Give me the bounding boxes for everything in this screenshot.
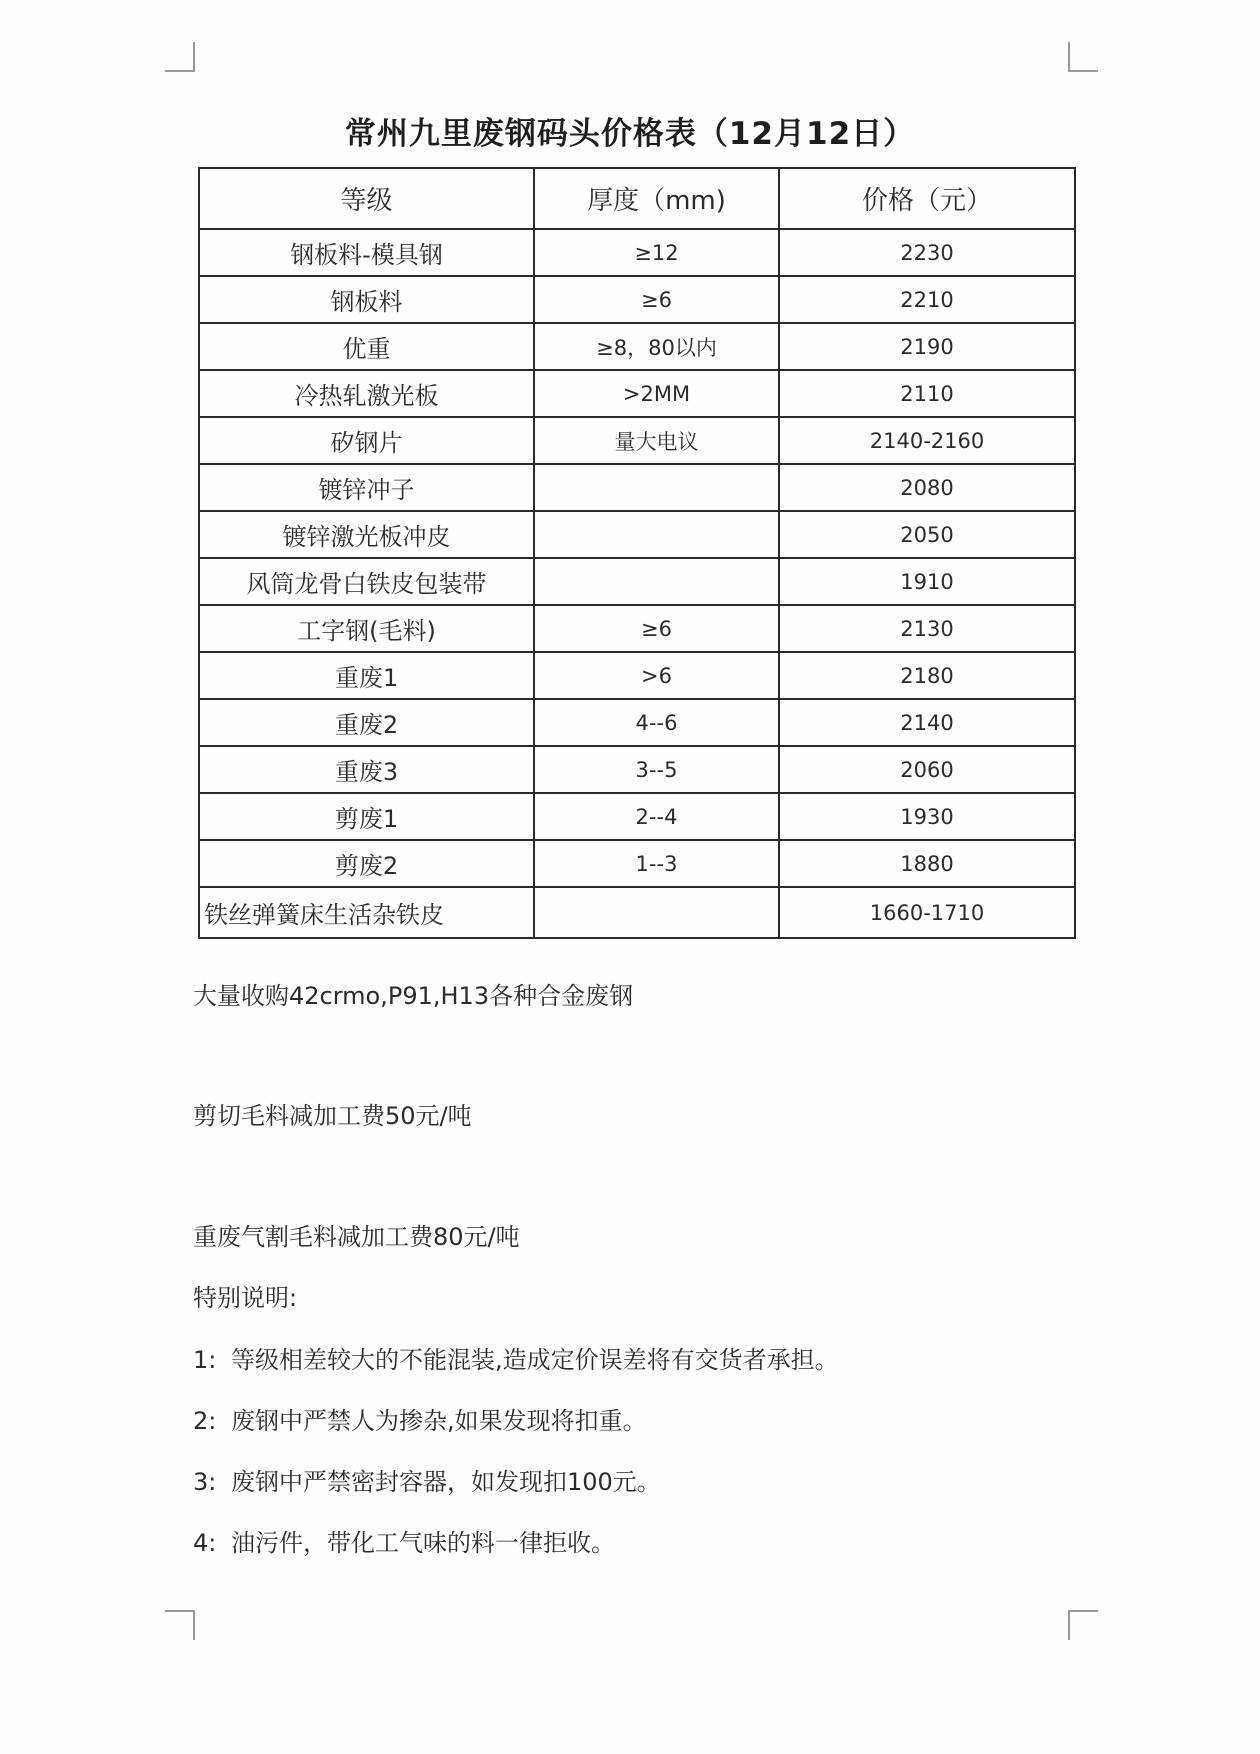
cell-thickness: >2MM (534, 370, 779, 417)
cell-grade: 风筒龙骨白铁皮包装带 (199, 558, 534, 605)
cell-thickness: 2--4 (534, 793, 779, 840)
cell-price: 2210 (779, 276, 1075, 323)
rule-number: 3: (193, 1468, 217, 1496)
cell-price: 2110 (779, 370, 1075, 417)
cell-thickness (534, 511, 779, 558)
table-row (199, 464, 1075, 511)
cell-price: 2180 (779, 652, 1075, 699)
cell-thickness: ≥8，80以内 (534, 323, 779, 370)
table-row (199, 605, 1075, 652)
cell-price: 2140-2160 (779, 417, 1075, 464)
cell-grade: 矽钢片 (199, 417, 534, 464)
cell-grade: 铁丝弹簧床生活杂铁皮 (199, 887, 534, 938)
cell-thickness (534, 887, 779, 938)
cell-price: 2190 (779, 323, 1075, 370)
rule-number: 1: (193, 1346, 217, 1374)
header-price: 价格（元） (779, 168, 1075, 229)
cell-price: 2130 (779, 605, 1075, 652)
rule-text: 废钢中严禁人为掺杂,如果发现将扣重。 (231, 1407, 647, 1435)
cell-thickness: 4--6 (534, 699, 779, 746)
table-row (199, 746, 1075, 793)
cell-price: 2230 (779, 229, 1075, 276)
rule-item (193, 1401, 647, 1436)
rule-text: 油污件，带化工气味的料一律拒收。 (231, 1529, 615, 1557)
crop-mark-bottom-right (1068, 1610, 1098, 1640)
note-alloy-purchase: 大量收购42crmo,P91,H13各种合金废钢 (193, 982, 634, 1010)
table-row (199, 793, 1075, 840)
header-thickness: 厚度（mm) (534, 168, 779, 229)
cell-grade: 剪废1 (199, 793, 534, 840)
cell-price: 2050 (779, 511, 1075, 558)
cell-grade: 钢板料-模具钢 (199, 229, 534, 276)
note-cutting-fee: 重废气割毛料减加工费80元/吨 (193, 1223, 520, 1251)
table-row (199, 323, 1075, 370)
cell-thickness (534, 464, 779, 511)
special-notes-title: 特别说明: (193, 1284, 298, 1312)
cell-grade: 重废1 (199, 652, 534, 699)
table-row (199, 652, 1075, 699)
table-row (199, 699, 1075, 746)
crop-mark-bottom-left (165, 1610, 195, 1640)
cell-grade: 冷热轧激光板 (199, 370, 534, 417)
table-row (199, 417, 1075, 464)
crop-mark-top-left (165, 42, 195, 72)
cell-grade: 工字钢(毛料) (199, 605, 534, 652)
rule-text: 废钢中严禁密封容器，如发现扣100元。 (231, 1468, 661, 1496)
table-row (199, 840, 1075, 887)
rule-item (193, 1340, 839, 1375)
table-row (199, 370, 1075, 417)
rule-item (193, 1523, 615, 1558)
crop-mark-top-right (1068, 42, 1098, 72)
cell-grade: 重废3 (199, 746, 534, 793)
table-row (199, 511, 1075, 558)
cell-price: 1930 (779, 793, 1075, 840)
cell-thickness: >6 (534, 652, 779, 699)
table-row (199, 887, 1075, 938)
cell-thickness: 1--3 (534, 840, 779, 887)
cell-thickness: 3--5 (534, 746, 779, 793)
cell-grade: 镀锌激光板冲皮 (199, 511, 534, 558)
cell-thickness: 量大电议 (534, 417, 779, 464)
cell-price: 1880 (779, 840, 1075, 887)
cell-price: 2060 (779, 746, 1075, 793)
cell-grade: 钢板料 (199, 276, 534, 323)
price-table (198, 167, 1076, 939)
rule-number: 4: (193, 1529, 217, 1557)
rule-item (193, 1462, 661, 1497)
table-header-row (199, 168, 1075, 229)
table-row (199, 229, 1075, 276)
header-grade: 等级 (199, 168, 534, 229)
cell-price: 1910 (779, 558, 1075, 605)
cell-grade: 优重 (199, 323, 534, 370)
cell-grade: 重废2 (199, 699, 534, 746)
cell-thickness: ≥6 (534, 605, 779, 652)
cell-grade: 剪废2 (199, 840, 534, 887)
cell-price: 2080 (779, 464, 1075, 511)
cell-thickness (534, 558, 779, 605)
cell-thickness: ≥6 (534, 276, 779, 323)
table-row (199, 276, 1075, 323)
note-shearing-fee: 剪切毛料减加工费50元/吨 (193, 1102, 472, 1130)
cell-price: 2140 (779, 699, 1075, 746)
table-row (199, 558, 1075, 605)
cell-price: 1660-1710 (779, 887, 1075, 938)
rule-number: 2: (193, 1407, 217, 1435)
cell-thickness: ≥12 (534, 229, 779, 276)
cell-grade: 镀锌冲子 (199, 464, 534, 511)
page-title: 常州九里废钢码头价格表（12月12日） (344, 116, 916, 152)
rule-text: 等级相差较大的不能混装,造成定价误差将有交货者承担。 (231, 1346, 839, 1374)
